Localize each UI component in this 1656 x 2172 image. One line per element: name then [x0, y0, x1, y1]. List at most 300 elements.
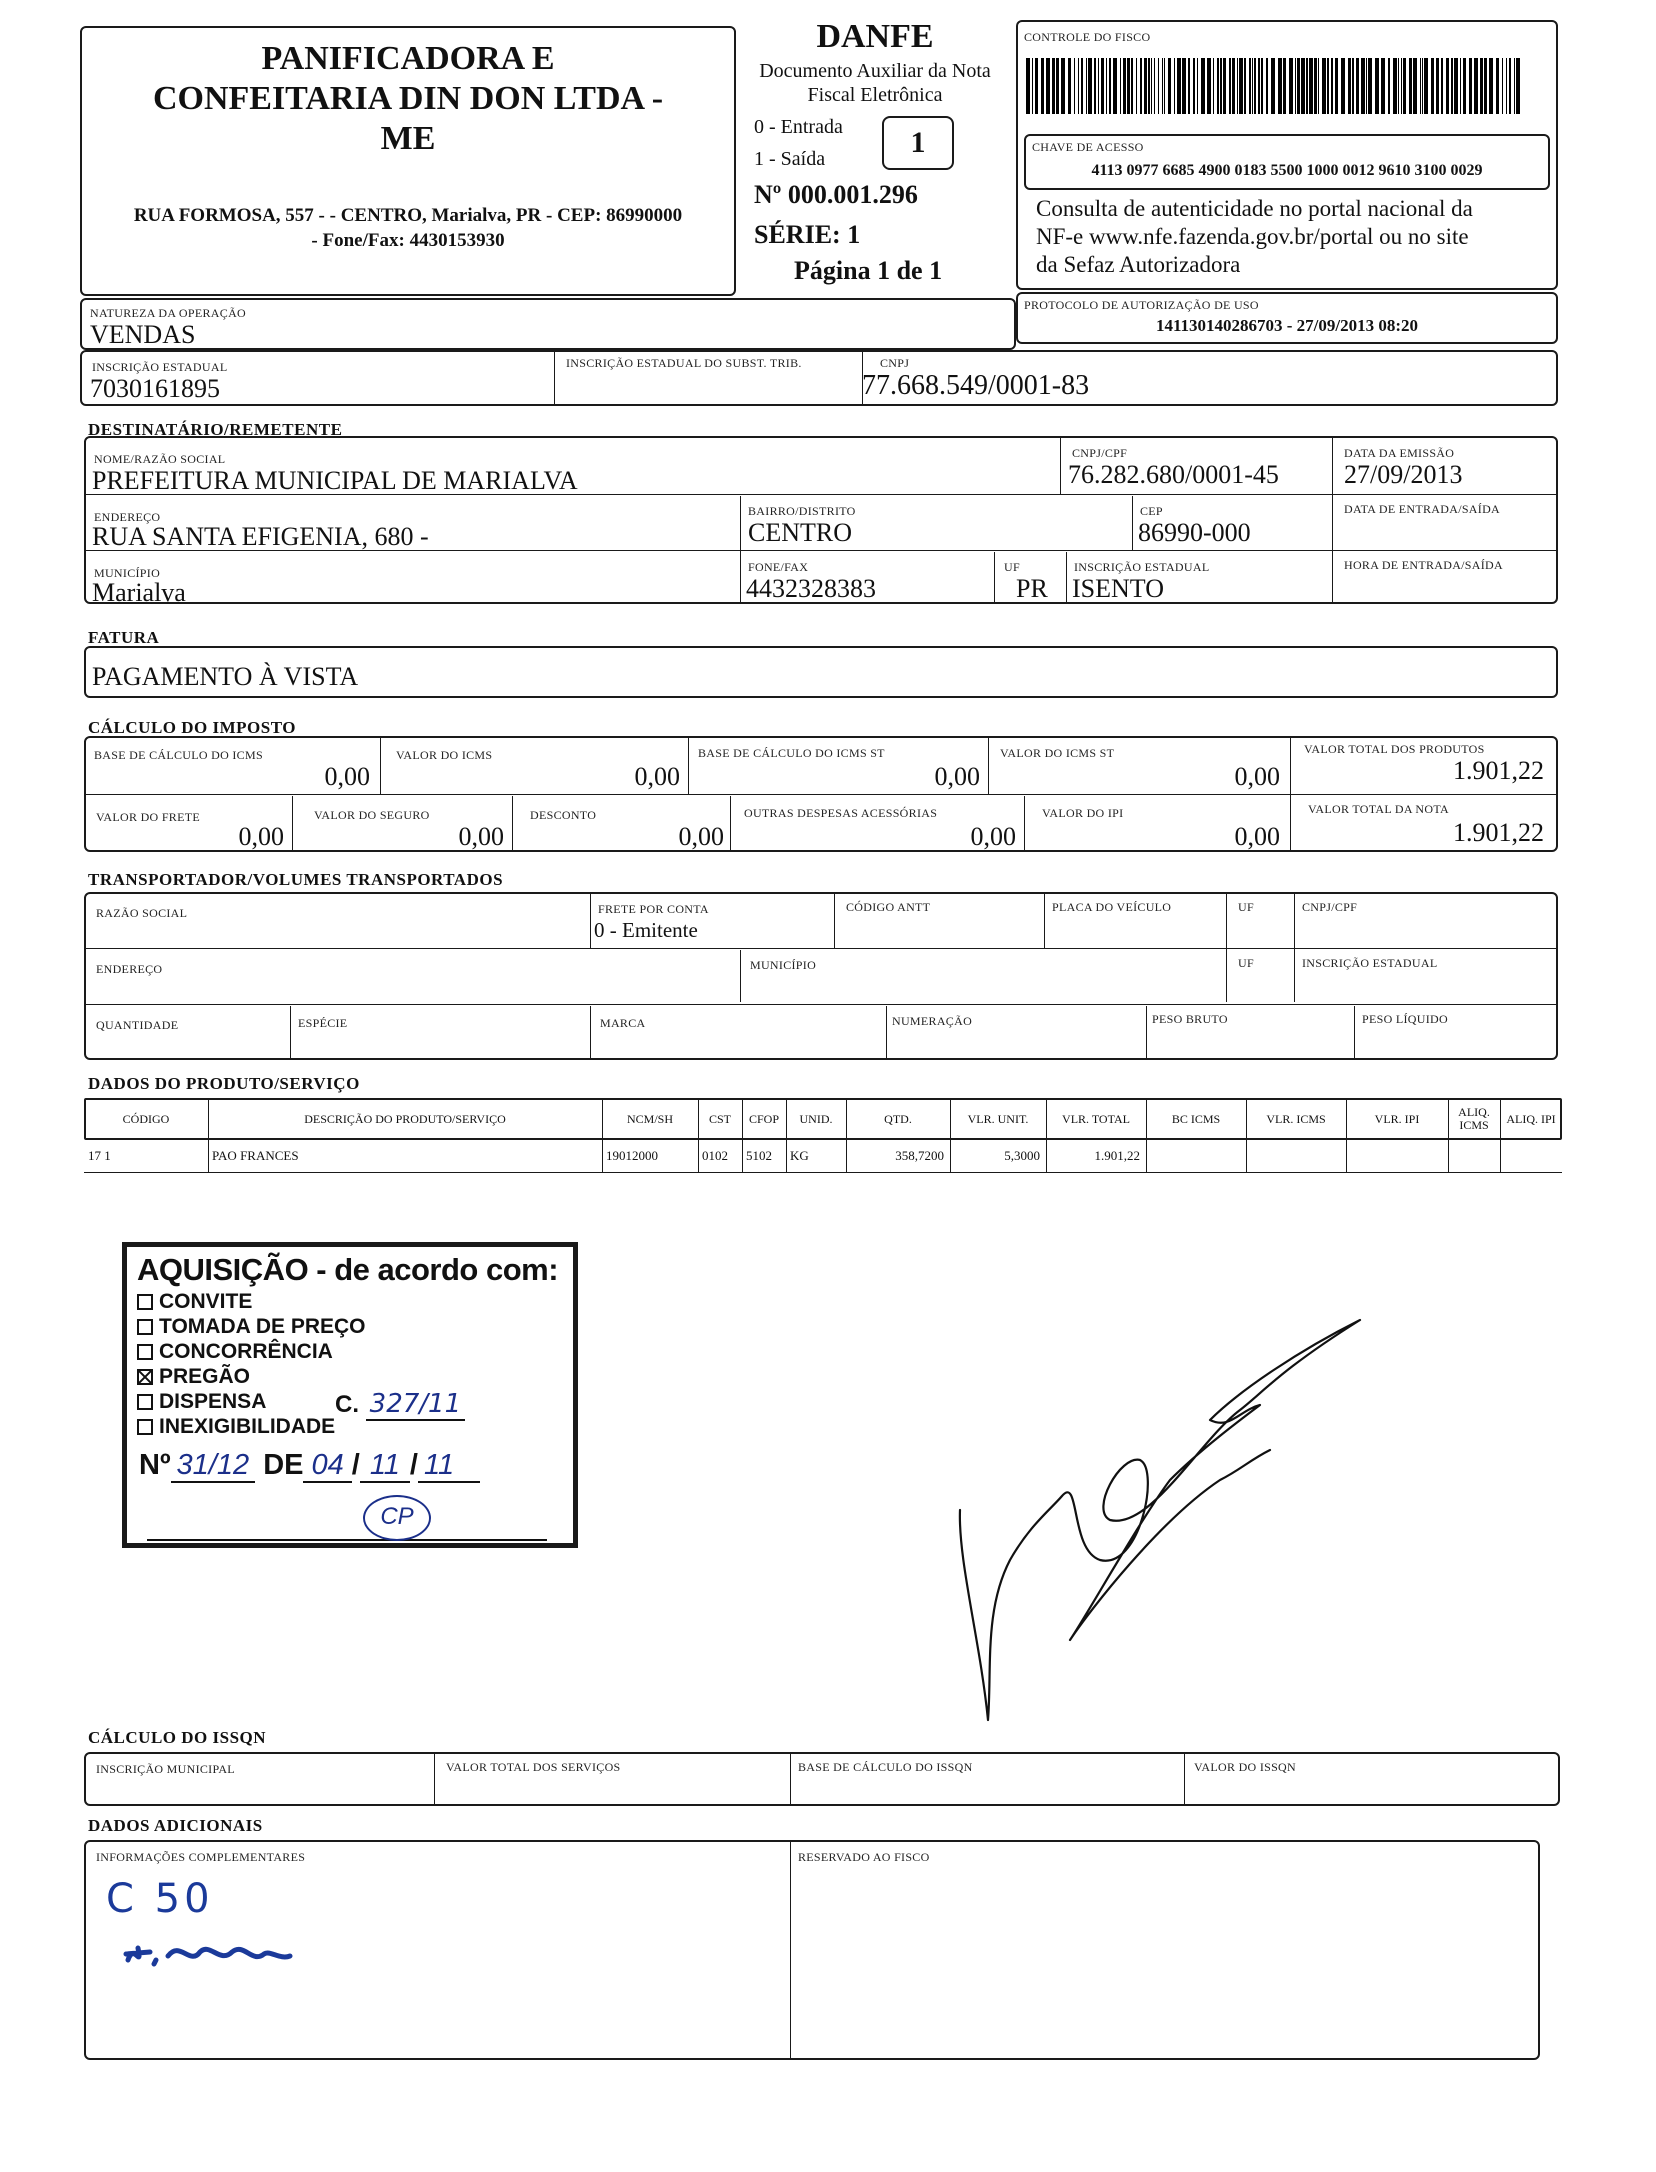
stamp-date-year: 11	[418, 1449, 480, 1483]
checkbox-icon	[137, 1344, 153, 1360]
stamp-date-prefix: DE	[263, 1449, 304, 1481]
barcode-bar	[1052, 58, 1055, 114]
stamp-option-label: CONCORRÊNCIA	[159, 1340, 333, 1363]
checkbox-icon	[137, 1419, 153, 1435]
tax-v2	[688, 738, 689, 794]
icms-st-label: VALOR DO ICMS ST	[1000, 746, 1115, 760]
barcode-bar	[1078, 58, 1079, 114]
barcode-bar	[1283, 58, 1286, 114]
products-row-cell: 358,7200	[895, 1148, 944, 1163]
additional-divider	[790, 1842, 791, 2058]
barcode-bar	[1509, 58, 1511, 114]
transport-v-brand	[590, 1006, 591, 1058]
ipi-value: 0,00	[1234, 822, 1280, 851]
products-section-title: DADOS DO PRODUTO/SERVIÇO	[88, 1074, 360, 1093]
tax-v4	[1290, 738, 1291, 850]
invoice-section-title: FATURA	[88, 628, 160, 647]
emitter-name-line2: CONFEITARIA DIN DON LTDA -	[152, 80, 664, 117]
barcode-bar	[1232, 58, 1235, 114]
stamp-process-prefix: C.	[335, 1391, 359, 1418]
insurance-value: 0,00	[458, 822, 504, 851]
district-value: CENTRO	[748, 518, 852, 547]
products-header-cell: ALIQ. ICMS	[1458, 1105, 1490, 1132]
signature	[940, 1310, 1380, 1730]
barcode-bar	[1140, 58, 1142, 114]
products-row-cell: 1.901,22	[1094, 1148, 1140, 1163]
barcode-bar	[1220, 58, 1222, 114]
phone-label: FONE/FAX	[748, 560, 809, 574]
stamp-process	[335, 1389, 465, 1419]
barcode-bar	[1162, 58, 1163, 114]
barcode-bar	[1068, 58, 1071, 114]
stamp-number-prefix: Nº	[139, 1449, 171, 1481]
emitter-address-line2: - Fone/Fax: 4430153930	[311, 230, 505, 251]
recipient-uf-value: PR	[1016, 574, 1048, 603]
stamp-option-label: INEXIGIBILIDADE	[159, 1415, 336, 1438]
products-header-cell: QTD.	[884, 1111, 912, 1126]
emitter-name-line3: ME	[380, 120, 436, 157]
stamp-option-label: PREGÃO	[159, 1365, 251, 1388]
issqn-section-title: CÁLCULO DO ISSQN	[88, 1728, 267, 1747]
entry-date-label: DATA DE ENTRADA/SAÍDA	[1344, 502, 1501, 516]
stamp-number-line: Nº 31/12 DE 04 / 11 / 11	[139, 1449, 480, 1482]
barcode-bar	[1297, 58, 1300, 114]
ie-st-label: INSCRIÇÃO ESTADUAL DO SUBST. TRIB.	[566, 356, 802, 370]
total-note-value: 1.901,22	[1453, 818, 1544, 847]
barcode-bar	[1460, 58, 1461, 114]
products-row-cell: 0102	[702, 1148, 728, 1163]
recipient-vline-dates	[1332, 438, 1333, 602]
tax-v7	[730, 796, 731, 850]
barcode-bar	[1322, 58, 1326, 114]
barcode-bar	[1352, 58, 1354, 114]
barcode-bar	[1201, 58, 1205, 114]
access-key-label: CHAVE DE ACESSO	[1032, 140, 1144, 154]
issqn-v3	[1184, 1754, 1185, 1804]
cnpj-label: CNPJ	[880, 356, 910, 370]
plate-label: PLACA DO VEÍCULO	[1052, 900, 1172, 914]
barcode-bar	[1164, 58, 1165, 114]
icms-label: VALOR DO ICMS	[396, 748, 493, 762]
barcode-bar	[1252, 58, 1253, 114]
barcode-bar	[1168, 58, 1171, 114]
stamp-option	[137, 1364, 563, 1389]
products-header-cell: BC ICMS	[1171, 1111, 1221, 1126]
emitter-address-line1: RUA FORMOSA, 557 - - CENTRO, Marialva, PR - CEP: 86990000	[133, 205, 683, 226]
base-st-label: BASE DE CÁLCULO DO ICMS ST	[698, 746, 885, 760]
barcode-bar	[1109, 58, 1111, 114]
cep-label: CEP	[1140, 504, 1163, 518]
nature-value: VENDAS	[90, 320, 196, 349]
barcode-bar	[1197, 58, 1198, 114]
barcode-bar	[1086, 58, 1087, 114]
stamp-option	[137, 1289, 563, 1314]
transport-v-freight	[590, 894, 591, 948]
products-header-cell: CST	[708, 1111, 731, 1126]
barcode-bar	[1506, 58, 1507, 114]
additional-section-title: DADOS ADICIONAIS	[88, 1816, 263, 1835]
barcode-bar	[1136, 58, 1137, 114]
transport-hline-2	[86, 1004, 1556, 1005]
barcode-bar	[1327, 58, 1329, 114]
stamp-signature-line	[147, 1539, 547, 1541]
ie-divider-1	[554, 352, 555, 404]
barcode-bar	[1451, 58, 1453, 114]
barcode-bar	[1154, 58, 1155, 114]
issqn-municipal-label: INSCRIÇÃO MUNICIPAL	[96, 1762, 235, 1776]
danfe-type-value: 1	[910, 126, 926, 159]
barcode-bar	[1207, 58, 1211, 114]
barcode-bar	[1401, 58, 1402, 114]
discount-label: DESCONTO	[530, 808, 597, 822]
freight-label: VALOR DO FRETE	[96, 810, 200, 824]
phone-value: 4432328383	[746, 574, 876, 603]
barcode-bar	[1301, 58, 1305, 114]
products-header-cell: NCM/SH	[626, 1111, 673, 1126]
freight-by-label: FRETE POR CONTA	[598, 902, 709, 916]
base-icms-value: 0,00	[324, 762, 370, 791]
ie-label: INSCRIÇÃO ESTADUAL	[92, 360, 228, 374]
barcode-bar	[1144, 58, 1147, 114]
barcode-bar	[1193, 58, 1195, 114]
time-label: HORA DE ENTRADA/SAÍDA	[1344, 558, 1503, 572]
barcode-bar	[1088, 58, 1092, 114]
barcode-bar	[1474, 58, 1478, 114]
barcode-bar	[1223, 58, 1226, 114]
barcode-bar	[1366, 58, 1367, 114]
barcode-bar	[1381, 58, 1385, 114]
barcode-bar	[1261, 58, 1263, 114]
barcode-bar	[1271, 58, 1275, 114]
barcode-bar	[1454, 58, 1458, 114]
barcode-bar	[1469, 58, 1472, 114]
transport-v-antt	[834, 894, 835, 948]
barcode-bar	[1388, 58, 1390, 114]
barcode-bar	[1032, 58, 1033, 114]
barcode-bar	[1182, 58, 1186, 114]
danfe-title: DANFE	[816, 18, 934, 55]
barcode-bar	[1158, 58, 1159, 114]
transport-uf-label: UF	[1238, 900, 1254, 914]
transport-ie-label: INSCRIÇÃO ESTADUAL	[1302, 956, 1438, 970]
barcode-bar	[1516, 58, 1520, 114]
stamp-title: AQUISIÇÃO - de acordo com:	[137, 1252, 559, 1287]
barcode-bar	[1368, 58, 1372, 114]
total-products-label: VALOR TOTAL DOS PRODUTOS	[1304, 742, 1485, 756]
stamp-option-label: DISPENSA	[159, 1390, 267, 1413]
barcode-bar	[1331, 58, 1333, 114]
barcode-bar	[1266, 58, 1268, 114]
tax-v3	[988, 738, 989, 794]
acquisition-stamp	[122, 1242, 578, 1548]
protocol-value: 141130140286703 - 27/09/2013 08:20	[1155, 316, 1419, 335]
barcode	[1024, 58, 1524, 114]
products-row-cell: KG	[790, 1148, 809, 1163]
barcode-bar	[1278, 58, 1282, 114]
danfe-series: SÉRIE: 1	[754, 220, 861, 249]
issqn-base-label: BASE DE CÁLCULO DO ISSQN	[798, 1760, 973, 1774]
numbering-label: NUMERAÇÃO	[892, 1014, 973, 1028]
recipient-section-title: DESTINATÁRIO/REMETENTE	[88, 420, 343, 439]
freight-value: 0,00	[238, 822, 284, 851]
barcode-bar	[1489, 58, 1493, 114]
gross-weight-label: PESO BRUTO	[1152, 1012, 1228, 1026]
transport-v-net	[1354, 1006, 1355, 1058]
recipient-ie-value: ISENTO	[1072, 574, 1164, 603]
access-key-value: 4113 0977 6685 4900 0183 5500 1000 0012 9610 3100 0029	[1091, 162, 1483, 179]
barcode-bar	[1446, 58, 1449, 114]
barcode-bar	[1026, 58, 1030, 114]
barcode-bar	[1249, 58, 1251, 114]
antt-label: CÓDIGO ANTT	[846, 900, 931, 914]
products-header-cell: VLR. UNIT.	[967, 1111, 1029, 1126]
recipient-cnpj-label: CNPJ/CPF	[1072, 446, 1128, 460]
barcode-bar	[1131, 58, 1133, 114]
barcode-bar	[1420, 58, 1421, 114]
barcode-bar	[1514, 58, 1515, 114]
ie-row-box	[80, 350, 1558, 406]
protocol-label: PROTOCOLO DE AUTORIZAÇÃO DE USO	[1024, 298, 1259, 312]
discount-value: 0,00	[678, 822, 724, 851]
stamp-number-value: 31/12	[171, 1449, 256, 1483]
barcode-bar	[1318, 58, 1319, 114]
recipient-name-label: NOME/RAZÃO SOCIAL	[94, 452, 226, 466]
consult-line1: Consulta de autenticidade no portal nacional da	[1036, 196, 1473, 221]
danfe-exit-option: 1 - Saída	[754, 148, 826, 170]
danfe-subtitle-line1: Documento Auxiliar da Nota	[759, 60, 991, 82]
barcode-bar	[1101, 58, 1104, 114]
tax-v8	[1024, 796, 1025, 850]
stamp-initials-text: CP	[380, 1503, 414, 1530]
barcode-bar	[1393, 58, 1397, 114]
transport-box	[84, 892, 1558, 1060]
checkbox-icon	[137, 1319, 153, 1335]
products-row-cell: 17 1	[88, 1148, 111, 1163]
barcode-bar	[1046, 58, 1050, 114]
freight-by-value: 0 - Emitente	[594, 918, 698, 942]
barcode-bar	[1120, 58, 1121, 114]
total-products-value: 1.901,22	[1453, 756, 1544, 785]
recipient-address-label: ENDEREÇO	[94, 510, 161, 524]
total-note-label: VALOR TOTAL DA NOTA	[1308, 802, 1450, 816]
barcode-bar	[1441, 58, 1443, 114]
barcode-bar	[1375, 58, 1379, 114]
info-label: INFORMAÇÕES COMPLEMENTARES	[96, 1850, 306, 1864]
transport-v-plate	[1044, 894, 1045, 948]
ipi-label: VALOR DO IPI	[1042, 806, 1124, 820]
barcode-bar	[1413, 58, 1417, 114]
barcode-bar	[1244, 58, 1246, 114]
transport-cnpj-label: CNPJ/CPF	[1302, 900, 1358, 914]
tax-v1	[380, 738, 381, 794]
cep-value: 86990-000	[1138, 518, 1251, 547]
recipient-vline-uf	[994, 552, 995, 602]
barcode-bar	[1035, 58, 1038, 114]
recipient-ie-label: INSCRIÇÃO ESTADUAL	[1074, 560, 1210, 574]
products-header-cell: VLR. IPI	[1374, 1111, 1420, 1126]
barcode-bar	[1409, 58, 1412, 114]
handwritten-note: C 50	[106, 1876, 214, 1922]
barcode-bar	[1398, 58, 1399, 114]
products-header-cell: ALIQ. IPI	[1506, 1111, 1556, 1126]
barcode-bar	[1295, 58, 1296, 114]
recipient-vline-cep	[1132, 496, 1133, 550]
barcode-bar	[1229, 58, 1231, 114]
stamp-option	[137, 1314, 563, 1339]
barcode-bar	[1081, 58, 1083, 114]
stamp-date-month: 11	[360, 1449, 410, 1483]
stamp-option-label: TOMADA DE PREÇO	[159, 1315, 366, 1338]
ie-value: 7030161895	[90, 374, 220, 403]
quantity-label: QUANTIDADE	[96, 1018, 179, 1032]
danfe-type-box	[882, 116, 954, 170]
barcode-bar	[1463, 58, 1466, 114]
reserved-label: RESERVADO AO FISCO	[798, 1850, 930, 1864]
barcode-bar	[1151, 58, 1152, 114]
danfe-subtitle-line2: Fiscal Eletrônica	[807, 84, 943, 106]
danfe-number: Nº 000.001.296	[754, 180, 918, 209]
barcode-bar	[1094, 58, 1096, 114]
transport-v-num	[886, 1006, 887, 1058]
transport-uf2-label: UF	[1238, 956, 1254, 970]
species-label: ESPÉCIE	[298, 1016, 348, 1030]
products-row-cell: 5102	[746, 1148, 772, 1163]
stamp-initials	[363, 1495, 431, 1541]
barcode-bar	[1289, 58, 1293, 114]
barcode-bar	[1217, 58, 1219, 114]
recipient-vline-name	[1060, 438, 1061, 494]
emission-date-label: DATA DA EMISSÃO	[1344, 446, 1455, 460]
barcode-bar	[1258, 58, 1260, 114]
checkbox-icon	[137, 1294, 153, 1310]
barcode-bar	[1314, 58, 1317, 114]
issqn-v2	[790, 1754, 791, 1804]
products-header-cell: UNID.	[799, 1111, 833, 1126]
issqn-v1	[434, 1754, 435, 1804]
barcode-bar	[1239, 58, 1243, 114]
transport-v-species	[290, 1006, 291, 1058]
barcode-bar	[1424, 58, 1428, 114]
transport-v-city	[740, 950, 741, 1002]
checkbox-icon	[137, 1394, 153, 1410]
recipient-cnpj-value: 76.282.680/0001-45	[1068, 460, 1279, 489]
products-header-cell: CFOP	[748, 1111, 780, 1126]
transport-hline-1	[86, 948, 1556, 949]
transport-v-gross	[1146, 1006, 1147, 1058]
recipient-name-value: PREFEITURA MUNICIPAL DE MARIALVA	[92, 466, 578, 495]
emitter-name-line1: PANIFICADORA E	[261, 40, 555, 77]
barcode-bar	[1496, 58, 1499, 114]
barcode-bar	[1113, 58, 1117, 114]
products-header-cell: DESCRIÇÃO DO PRODUTO/SERVIÇO	[304, 1111, 506, 1126]
barcode-bar	[1341, 58, 1345, 114]
products-row-cell: 5,3000	[1004, 1148, 1040, 1163]
products-header-cell: CÓDIGO	[122, 1111, 170, 1126]
barcode-bar	[1431, 58, 1434, 114]
danfe-entry-option: 0 - Entrada	[754, 116, 843, 138]
brand-label: MARCA	[600, 1016, 646, 1030]
barcode-bar	[1484, 58, 1487, 114]
tax-section-title: CÁLCULO DO IMPOSTO	[88, 718, 296, 737]
emission-date-value: 27/09/2013	[1344, 460, 1463, 489]
icms-value: 0,00	[634, 762, 680, 791]
products-header-cell: VLR. ICMS	[1266, 1111, 1326, 1126]
tax-v5	[292, 796, 293, 850]
barcode-bar	[1074, 58, 1075, 114]
issqn-services-label: VALOR TOTAL DOS SERVIÇOS	[446, 1760, 621, 1774]
transport-v-cnpj	[1294, 894, 1295, 1002]
issqn-value-label: VALOR DO ISSQN	[1194, 1760, 1296, 1774]
barcode-bar	[1254, 58, 1256, 114]
barcode-bar	[1106, 58, 1107, 114]
consult-line3: da Sefaz Autorizadora	[1036, 252, 1241, 277]
recipient-vline-district	[740, 496, 741, 602]
barcode-bar	[1188, 58, 1190, 114]
net-weight-label: PESO LÍQUIDO	[1362, 1012, 1448, 1026]
other-value: 0,00	[970, 822, 1016, 851]
barcode-bar	[1403, 58, 1406, 114]
barcode-bar	[1237, 58, 1238, 114]
barcode-bar	[1502, 58, 1503, 114]
cnpj-value: 77.668.549/0001-83	[862, 370, 1090, 401]
checked-box-icon	[137, 1369, 153, 1385]
barcode-bar	[1213, 58, 1214, 114]
city-value: Marialva	[92, 578, 186, 607]
recipient-vline-ie	[1066, 552, 1067, 602]
transport-v-uf	[1226, 894, 1227, 1002]
barcode-bar	[1174, 58, 1175, 114]
carrier-name-label: RAZÃO SOCIAL	[96, 906, 188, 920]
barcode-bar	[1335, 58, 1338, 114]
products-bottom-line	[84, 1172, 1562, 1173]
recipient-address-value: RUA SANTA EFIGENIA, 680 -	[92, 522, 429, 551]
transport-section-title: TRANSPORTADOR/VOLUMES TRANSPORTADOS	[88, 870, 504, 889]
handwritten-scribble	[120, 1930, 320, 1980]
transport-address-label: ENDEREÇO	[96, 962, 163, 976]
other-label: OUTRAS DESPESAS ACESSÓRIAS	[744, 806, 938, 820]
barcode-bar	[1061, 58, 1065, 114]
tax-v6	[512, 796, 513, 850]
stamp-process-value: 327/11	[366, 1389, 465, 1421]
recipient-uf-label: UF	[1004, 560, 1020, 574]
barcode-bar	[1422, 58, 1423, 114]
stamp-option	[137, 1339, 563, 1364]
barcode-bar	[1177, 58, 1181, 114]
barcode-bar	[1480, 58, 1483, 114]
stamp-date-day: 04	[303, 1449, 351, 1483]
barcode-bar	[1309, 58, 1313, 114]
icms-st-value: 0,00	[1234, 762, 1280, 791]
nature-label: NATUREZA DA OPERAÇÃO	[90, 306, 247, 320]
barcode-bar	[1361, 58, 1365, 114]
fisco-label: CONTROLE DO FISCO	[1024, 30, 1151, 44]
danfe-page: Página 1 de 1	[794, 256, 943, 285]
city-label: MUNICÍPIO	[94, 566, 161, 580]
barcode-bar	[1127, 58, 1130, 114]
base-icms-label: BASE DE CÁLCULO DO ICMS	[94, 748, 263, 762]
barcode-bar	[1348, 58, 1351, 114]
barcode-bar	[1148, 58, 1150, 114]
stamp-option-label: CONVITE	[159, 1290, 253, 1313]
barcode-bar	[1056, 58, 1059, 114]
tax-hline	[86, 794, 1556, 795]
district-label: BAIRRO/DISTRITO	[748, 504, 856, 518]
barcode-bar	[1123, 58, 1126, 114]
insurance-label: VALOR DO SEGURO	[314, 808, 430, 822]
barcode-bar	[1306, 58, 1308, 114]
products-row-cell: 19012000	[606, 1148, 658, 1163]
base-st-value: 0,00	[934, 762, 980, 791]
